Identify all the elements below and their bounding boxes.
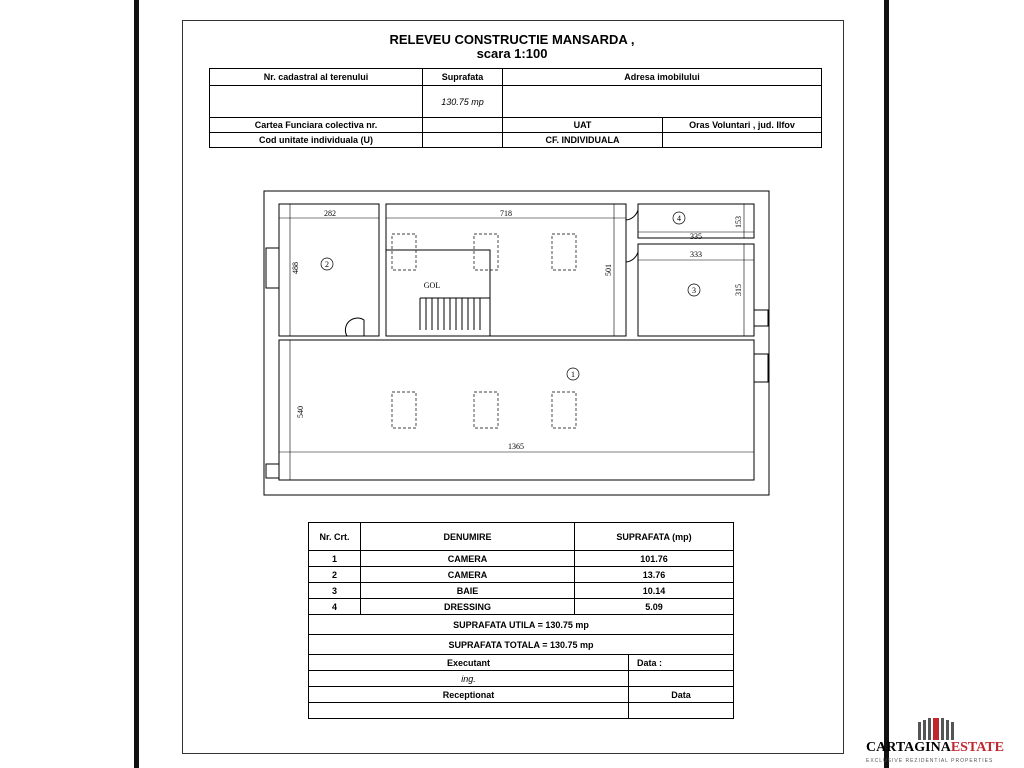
- table-row: [309, 583, 734, 599]
- cadastral-label: Nr. cadastral al terenului: [210, 69, 423, 86]
- ing-date: [629, 671, 734, 687]
- land-book-value: [423, 118, 503, 133]
- dim-1365: 1365: [508, 442, 524, 451]
- dim-718: 718: [500, 209, 512, 218]
- area-value: 130.75 mp: [423, 86, 503, 118]
- total-area: SUPRAFATA TOTALA = 130.75 mp: [309, 635, 734, 655]
- row-name: BAIE: [361, 583, 575, 599]
- dim-315: 315: [734, 284, 743, 296]
- brand-name-part2: ESTATE: [950, 740, 1004, 755]
- useful-area: SUPRAFATA UTILA = 130.75 mp: [309, 615, 734, 635]
- executant-label: Executant: [309, 655, 629, 671]
- door-room-2: [345, 318, 364, 336]
- address-label: Adresa imobilului: [503, 69, 822, 86]
- dim-333: 333: [690, 250, 702, 259]
- ing-label: ing.: [309, 671, 629, 687]
- dim-501: 501: [604, 264, 613, 276]
- window-right-mid: [754, 354, 768, 382]
- left-border-bar: [134, 0, 139, 768]
- dimension-lines: [279, 204, 754, 480]
- cf-value: [663, 133, 822, 148]
- window-left: [266, 248, 279, 288]
- row-area: 10.14: [575, 583, 734, 599]
- table-row: [309, 567, 734, 583]
- stairs: [420, 250, 490, 330]
- receptionat-value: [309, 703, 629, 719]
- unit-code-label: Cod unitate individuala (U): [210, 133, 423, 148]
- brand-name-part1: CARTAGINA: [866, 740, 951, 755]
- room-2-number: 2: [325, 260, 329, 269]
- col-name-header: DENUMIRE: [361, 523, 575, 551]
- data-label-1: Data :: [629, 655, 734, 671]
- dim-153: 153: [734, 216, 743, 228]
- document-scale: scara 1:100: [476, 46, 548, 61]
- dim-335: 335: [690, 232, 702, 241]
- building-icon: [916, 718, 956, 740]
- brand-name: [866, 740, 1016, 756]
- gol-outline: [386, 204, 626, 336]
- col-area-header: SUPRAFATA (mp): [575, 523, 734, 551]
- brand-logo: [866, 718, 1016, 768]
- row-name: CAMERA: [361, 567, 575, 583]
- table-row: [309, 599, 734, 615]
- window-right-top: [754, 310, 768, 326]
- row-nr: 2: [309, 567, 361, 583]
- door-room-3: [626, 252, 638, 262]
- dim-488: 488: [291, 262, 300, 274]
- room-1-number: 1: [571, 370, 575, 379]
- uat-label: UAT: [503, 118, 663, 133]
- address-value: [503, 86, 822, 118]
- room-1-wall: [279, 340, 754, 480]
- receptionat-date: [629, 703, 734, 719]
- uat-value: Oras Voluntari , jud. Ilfov: [663, 118, 822, 133]
- right-border-bar: [884, 0, 889, 768]
- table-row: [309, 551, 734, 567]
- receptionat-label: Receptionat: [309, 687, 629, 703]
- data-label-2: Data: [629, 687, 734, 703]
- row-area: 13.76: [575, 567, 734, 583]
- floor-plan: [262, 190, 772, 500]
- header-table: [209, 68, 822, 148]
- row-name: DRESSING: [361, 599, 575, 615]
- window-left-bottom: [266, 464, 279, 478]
- row-nr: 4: [309, 599, 361, 615]
- unit-code-value: [423, 133, 503, 148]
- row-area: 101.76: [575, 551, 734, 567]
- land-book-label: Cartea Funciara colectiva nr.: [210, 118, 423, 133]
- area-label: Suprafata: [423, 69, 503, 86]
- dim-540: 540: [296, 406, 305, 418]
- dim-282: 282: [324, 209, 336, 218]
- document-title: RELEVEU CONSTRUCTIE MANSARDA ,: [389, 32, 635, 47]
- row-area: 5.09: [575, 599, 734, 615]
- room-3-number: 3: [692, 286, 696, 295]
- door-room-4: [626, 210, 638, 220]
- cf-label: CF. INDIVIDUALA: [503, 133, 663, 148]
- brand-tagline: EXCLUSIVE REZIDENTIAL PROPERTIES: [866, 758, 994, 764]
- row-name: CAMERA: [361, 551, 575, 567]
- col-nr-header: Nr. Crt.: [309, 523, 361, 551]
- cadastral-value: [210, 86, 423, 118]
- rooms-table: [308, 522, 734, 719]
- room-4-number: 4: [677, 214, 681, 223]
- gol-label: GOL: [423, 281, 441, 290]
- row-nr: 1: [309, 551, 361, 567]
- row-nr: 3: [309, 583, 361, 599]
- skylights: [392, 234, 576, 428]
